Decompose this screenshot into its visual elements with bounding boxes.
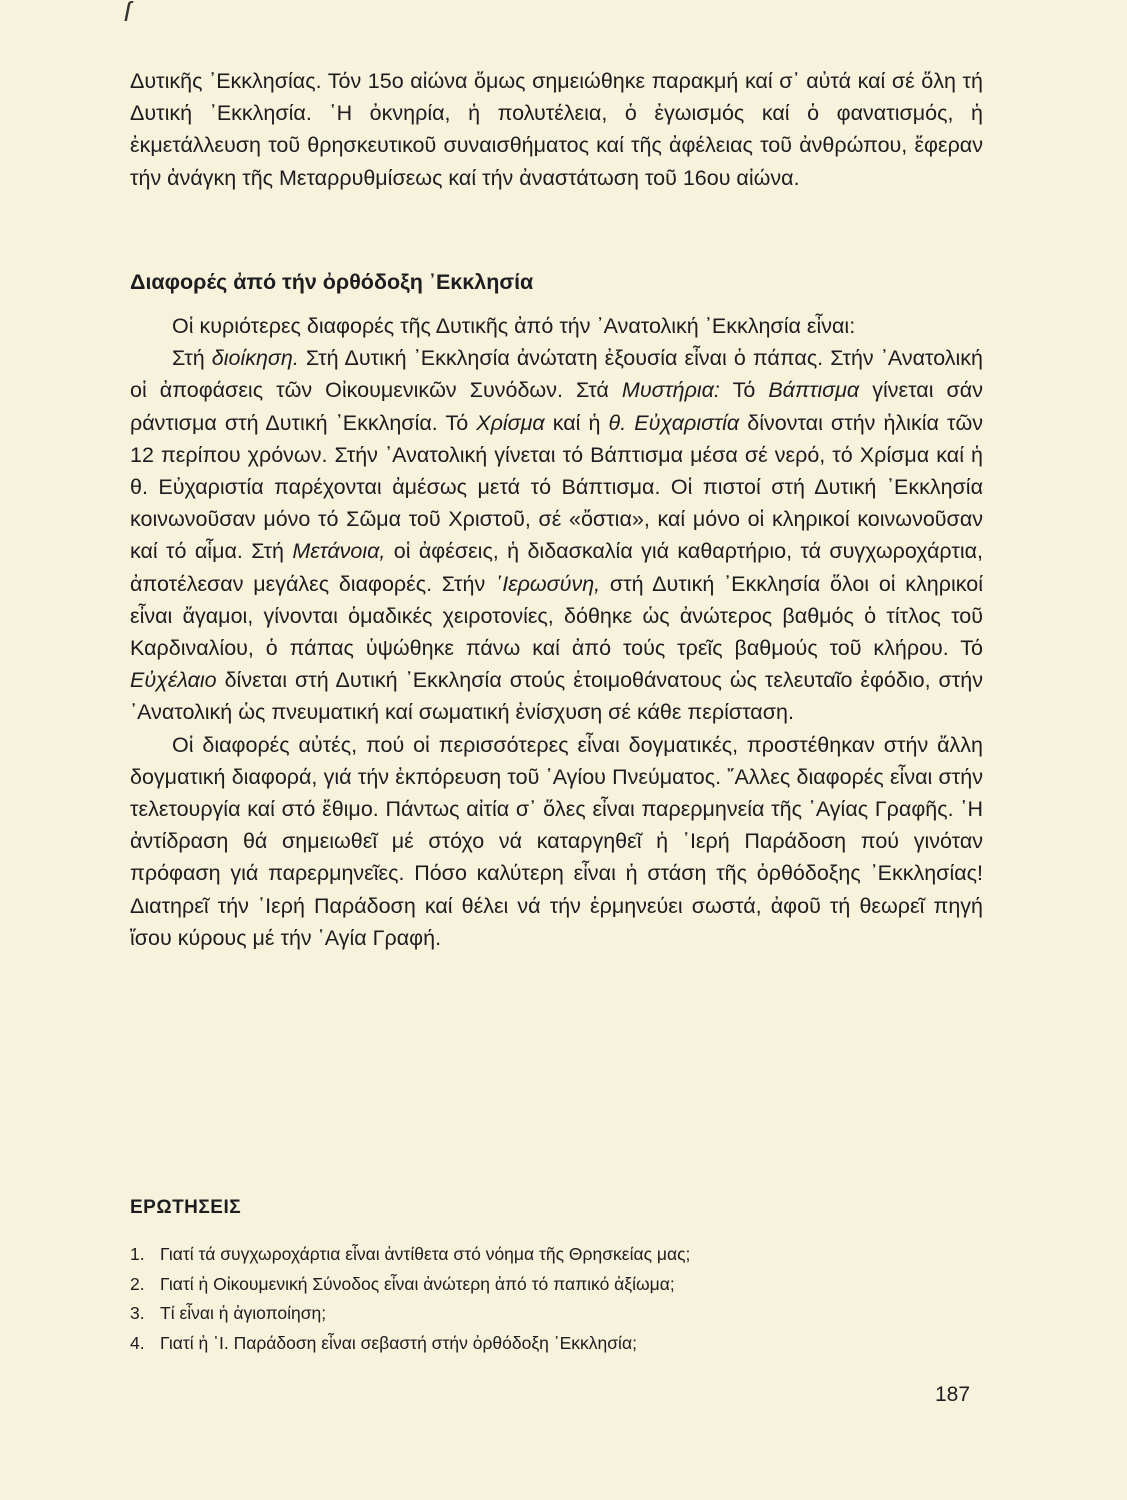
- question-text: Γιατί ἡ ῾Ι. Παράδοση εἶναι σεβαστή στήν ὀρθόδοξη ᾽Εκκλησία;: [160, 1332, 637, 1353]
- text-run: γίνεται σάν ράντισμα στή Δυτική ᾽Εκκλησία. Τό: [130, 378, 983, 435]
- section-title: Διαφορές ἀπό τήν ὀρθόδοξη ᾽Εκκλησία: [130, 270, 534, 294]
- questions-list: [130, 1240, 983, 1358]
- emphasis-administration: διοίκηση.: [211, 346, 299, 371]
- paragraph-3: Οἱ διαφορές αὐτές, πού οἱ περισσότερες εἶναι δογματικές, προστέθηκαν στήν ἄλλη δογματική διαφορά, γιά τήν ἐκπόρευση τοῦ ῾Αγίου Πνεύματος. ῎Αλλες διαφορές εἶναι στήν τελετουργία καί στό ἔθιμο. Πάντως αἰτία σ᾽ ὅλες εἶναι παρερμηνεία τῆς ῾Αγίας Γραφῆς. ῾Η ἀντίδραση θά σημειωθεῖ μέ στόχο νά καταργηθεῖ ἡ ῾Ιερή Παράδοση πού γινόταν πρόφαση γιά παρερμηνεῖες. Πόσο καλύτερη εἶναι ἡ στάση τῆς ὀρθόδοξης ᾽Εκκλησίας! Διατηρεῖ τήν ῾Ιερή Παράδοση καί θέλει νά τήν ἑρμηνεύει σωστά, ἀφοῦ τή θεωρεῖ πηγή ἴσου κύρους μέ τήν ῾Αγία Γραφή.: [130, 732, 983, 950]
- question-number: 1.: [130, 1244, 145, 1264]
- questions-heading: ΕΡΩΤΗΣΕΙΣ: [130, 1197, 242, 1218]
- paragraph-1: Οἱ κυριότερες διαφορές τῆς Δυτικῆς ἀπό τήν ᾽Ανατολική ᾽Εκκλησία εἶναι:: [172, 314, 856, 338]
- paragraph-2: [130, 342, 983, 728]
- text-run: δίνεται στή Δυτική ᾽Εκκλησία στούς ἑτοιμοθάνατους ὡς τελευταῖο ἐφόδιο, στήν ᾽Ανατολική ὡς πνευματική καί σωματική ἐνίσχυση σέ κάθε περίσταση.: [130, 668, 983, 725]
- question-text: Γιατί ἡ Οἰκουμενική Σύνοδος εἶναι ἀνώτερη ἀπό τό παπικό ἀξίωμα;: [160, 1273, 675, 1294]
- text-run: δίνονται στήν ἡλικία τῶν 12 περίπου χρόνων. Στήν ᾽Ανατολική γίνεται τό Βάπτισμα μέσα σέ νερό, τό Χρίσμα καί ἡ θ. Εὐχαριστία παρέχονται ἀμέσως μετά τό Βάπτισμα. Οἱ πιστοί στή Δυτική ᾽Εκκλησία κοινωνοῦσαν μόνο τό Σῶμα τοῦ Χριστοῦ, σέ «ὄστια», καί μόνο οἱ κληρικοί κοινωνοῦσαν καί τό αἷμα. Στή: [130, 410, 983, 564]
- question-number: 3.: [130, 1303, 145, 1323]
- emphasis-eucharist: θ. Εὐχαριστία: [608, 410, 740, 435]
- text-run: Στή Δυτική ᾽Εκκλησία ἀνώτατη ἐξουσία εἶναι ὁ πάπας. Στήν ᾽Ανατολική οἱ ἀποφάσεις τῶν Οἰκουμενικῶν Συνόδων. Στά: [130, 346, 983, 403]
- emphasis-repentance: Μετάνοια,: [292, 539, 386, 564]
- question-item: [130, 1270, 983, 1300]
- question-number: 4.: [130, 1332, 145, 1353]
- page-number: 187: [935, 1383, 971, 1406]
- text-run: Τό: [732, 378, 756, 403]
- question-item: [130, 1240, 983, 1270]
- text-run: στή Δυτική ᾽Εκκλησία ὅλοι οἱ κληρικοί εἶναι ἄγαμοι, γίνονται ὁμαδικές χειροτονίες, δόθηκε ὡς ἀνώτερος βαθμός ὁ τίτλος τοῦ Καρδιναλίου, ὁ πάπας ὑψώθηκε πάνω καί ἀπό τούς τρεῖς βαθμούς τοῦ κλήρου. Τό: [130, 571, 983, 661]
- intro-paragraph: [130, 65, 983, 194]
- intro-text: Δυτικῆς ᾽Εκκλησίας. Τόν 15ο αἰώνα ὅμως σημειώθηκε παρακμή καί σ᾽ αὐτά καί σέ ὅλη τή Δυτική ᾽Εκκλησία. ῾Η ὀκνηρία, ἡ πολυτέλεια, ὁ ἐγωισμός καί ὁ φανατισμός, ἡ ἐκμετάλλευση τοῦ θρησκευτικοῦ συναισθήματος καί τῆς ἀφέλειας τοῦ ἀνθρώπου, ἔφεραν τήν ἀνάγκη τῆς Μεταρρυθμίσεως καί τήν ἀναστάτωση τοῦ 16ου αἰώνα.: [130, 69, 983, 190]
- section-body: [130, 310, 983, 954]
- question-number: 2.: [130, 1273, 145, 1294]
- question-text: Γιατί τά συγχωροχάρτια εἶναι ἀντίθετα στό νόημα τῆς Θρησκείας μας;: [160, 1244, 691, 1264]
- emphasis-sacraments: Μυστήρια:: [621, 378, 720, 403]
- text-run: Στή: [172, 346, 205, 371]
- emphasis-baptism: Βάπτισμα: [768, 378, 860, 403]
- question-text: Τί εἶναι ἡ ἁγιοποίηση;: [160, 1303, 327, 1323]
- corner-pen-mark: ſ: [124, 0, 131, 27]
- emphasis-unction: Εὐχέλαιο: [130, 668, 217, 693]
- emphasis-chrism: Χρίσμα: [476, 410, 545, 435]
- text-run: καί ἡ: [552, 410, 601, 435]
- emphasis-priesthood: ῾Ιερωσύνη,: [495, 571, 601, 596]
- text-run: οἱ ἀφέσεις, ἡ διδασκαλία γιά καθαρτήριο, τά συγχωροχάρτια, ἀποτέλεσαν μεγάλες διαφορές. Στήν: [130, 539, 983, 596]
- question-item: [130, 1299, 983, 1329]
- question-item: [130, 1329, 983, 1359]
